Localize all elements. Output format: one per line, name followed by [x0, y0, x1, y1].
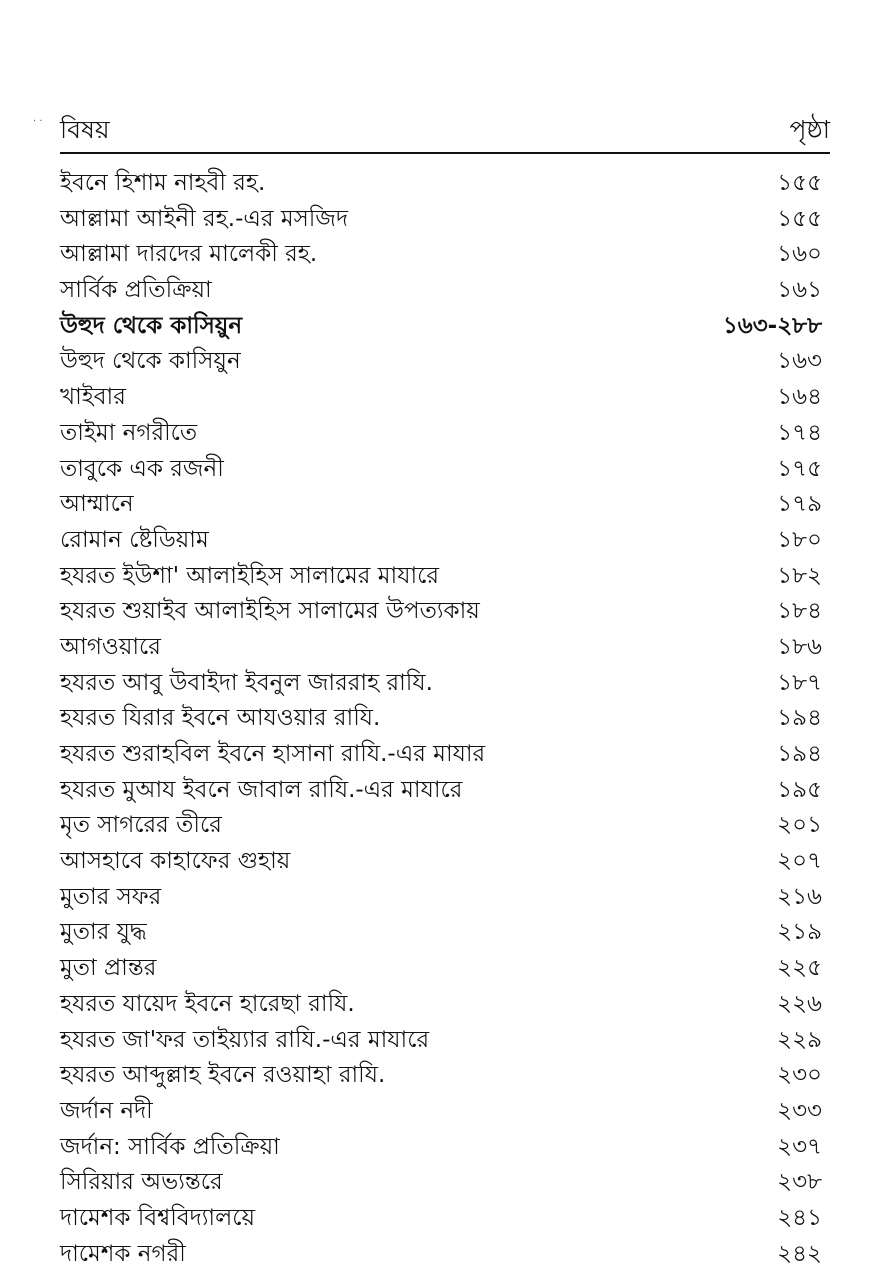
toc-entry[interactable]	[60, 951, 830, 987]
toc-entry-title: দামেশক বিশ্ববিদ্যালয়ে	[60, 1204, 256, 1231]
toc-entry-title: মুতা প্রান্তর	[60, 955, 157, 982]
toc-entry-page: ১৭৪	[777, 419, 822, 446]
toc-entry[interactable]	[60, 1023, 830, 1059]
toc-entry[interactable]	[60, 559, 830, 595]
toc-entry-title: মুতার যুদ্ধ	[60, 919, 147, 946]
toc-entry-page: ১৮০	[777, 526, 822, 553]
toc-entry-title: সিরিয়ার অভ্যন্তরে	[60, 1169, 223, 1196]
toc-entry-page: ২২৯	[777, 1026, 822, 1053]
toc-entry[interactable]	[60, 666, 830, 702]
toc-entry-page: ১৯৪	[777, 705, 822, 732]
toc-entry[interactable]	[60, 880, 830, 916]
toc-entry[interactable]	[60, 237, 830, 273]
toc-entry-title: জর্দান নদী	[60, 1097, 153, 1124]
toc-entry-title: হযরত যায়েদ ইবনে হারেছা রাযি.	[60, 990, 355, 1017]
toc-entry-title: খাইবার	[60, 384, 126, 411]
toc-entry-page: ১৬৪	[777, 384, 822, 411]
toc-entry-title: আগওয়ারে	[60, 633, 161, 660]
toc-entry[interactable]	[60, 1058, 830, 1094]
toc-entry[interactable]	[60, 594, 830, 630]
stray-dot: · ·	[33, 116, 43, 127]
toc-entry-title: হযরত জা'ফর তাইয়্যার রাযি.-এর মাযারে	[60, 1026, 430, 1053]
toc-entry-page: ২৩৮	[777, 1169, 822, 1196]
toc-entry-page: ১৮৬	[777, 633, 822, 660]
toc-entry-title: সার্বিক প্রতিক্রিয়া	[60, 277, 212, 304]
toc-entry-title: মুতার সফর	[60, 883, 162, 910]
toc-entry-page: ২৪২	[777, 1240, 822, 1267]
toc-entry[interactable]	[60, 987, 830, 1023]
toc-entry-title: মৃত সাগরের তীরে	[60, 812, 222, 839]
toc-entry[interactable]	[60, 487, 830, 523]
toc-entry-title: আল্লামা আইনী রহ.-এর মসজিদ	[60, 205, 349, 232]
toc-entry-title: হযরত শুরাহবিল ইবনে হাসানা রাযি.-এর মাযার	[60, 741, 486, 767]
toc-entry-page: ২১৯	[777, 919, 822, 946]
toc-entry-title: হযরত আবু উবাইদা ইবনুল জাররাহ রাযি.	[60, 669, 433, 696]
toc-entry[interactable]	[60, 701, 830, 737]
toc-entry-title: জর্দান: সার্বিক প্রতিক্রিয়া	[60, 1133, 280, 1160]
toc-entry-title: হযরত যিরার ইবনে আযওয়ার রাযি.	[60, 705, 381, 732]
toc-entry[interactable]	[60, 773, 830, 809]
toc-entry-page: ১৭৫	[777, 455, 822, 482]
toc-entry-title: দামেশক নগরী	[60, 1240, 186, 1267]
toc-entry[interactable]	[60, 273, 830, 309]
toc-entry-page: ১৬০	[777, 241, 822, 268]
toc-entry-page: ১৮৭	[777, 669, 822, 696]
toc-entry-page: ১৯৫	[777, 776, 822, 803]
toc-entry-page: ২২৫	[777, 955, 822, 982]
toc-entry-title: ইবনে হিশাম নাহবী রহ.	[60, 170, 266, 196]
subject-heading: বিষয়	[60, 115, 110, 144]
toc-entry-page: ২৩৭	[777, 1133, 822, 1160]
toc-entry[interactable]	[60, 309, 830, 345]
toc-entry-page: ১৯৪	[777, 741, 822, 767]
toc-entry[interactable]	[60, 344, 830, 380]
toc-entry-page: ২৪১	[777, 1204, 822, 1231]
toc-entry-page: ১৫৫	[777, 170, 822, 196]
toc-header	[60, 112, 830, 154]
page-heading: পৃষ্ঠা	[789, 115, 830, 144]
toc-entry-title: আসহাবে কাহাফের গুহায়	[60, 848, 291, 875]
toc-entry-page: ২০১	[777, 812, 822, 839]
toc-entry[interactable]	[60, 915, 830, 951]
toc-entry[interactable]	[60, 1165, 830, 1201]
toc-entry-page: ২৩৩	[777, 1097, 822, 1124]
toc-entry-title: হযরত ইউশা' আলাইহিস সালামের মাযারে	[60, 562, 440, 589]
toc-entry-title: হযরত শুয়াইব আলাইহিস সালামের উপত্যকায়	[60, 598, 480, 625]
toc-entry-title: তাইমা নগরীতে	[60, 419, 198, 446]
toc-entry-title: উহুদ থেকে কাসিয়ুন	[60, 312, 243, 339]
toc-entry[interactable]	[60, 630, 830, 666]
toc-entry[interactable]	[60, 844, 830, 880]
toc-entry-page: ১৬৩-২৮৮	[722, 312, 822, 339]
toc-entry-title: হযরত মুআয ইবনে জাবাল রাযি.-এর মাযারে	[60, 776, 463, 803]
toc-entry[interactable]	[60, 380, 830, 416]
toc-entry[interactable]	[60, 452, 830, 488]
toc-entry-title: রোমান ষ্টেডিয়াম	[60, 526, 209, 553]
toc-entry[interactable]	[60, 416, 830, 452]
toc-entry-page: ১৭৯	[777, 491, 822, 518]
toc-entry[interactable]	[60, 1201, 830, 1237]
toc-entry[interactable]	[60, 202, 830, 238]
toc-entry-title: আম্মানে	[60, 491, 134, 518]
toc-list	[60, 166, 830, 1272]
toc-entry-title: হযরত আব্দুল্লাহ ইবনে রওয়াহা রাযি.	[60, 1062, 386, 1089]
toc-entry[interactable]	[60, 523, 830, 559]
toc-entry-page: ১৬১	[777, 277, 822, 304]
toc-entry[interactable]	[60, 737, 830, 773]
toc-entry-page: ২২৬	[777, 990, 822, 1017]
toc-entry-page: ২৩০	[777, 1062, 822, 1089]
toc-entry[interactable]	[60, 1237, 830, 1272]
toc-entry-page: ১৮২	[777, 562, 822, 589]
toc-entry-title: আল্লামা দারদের মালেকী রহ.	[60, 241, 318, 268]
toc-entry[interactable]	[60, 1130, 830, 1166]
toc-entry-page: ১৫৫	[777, 205, 822, 232]
toc-entry[interactable]	[60, 166, 830, 202]
toc-entry-page: ১৬৩	[777, 348, 822, 375]
toc-entry-title: তাবুকে এক রজনী	[60, 455, 224, 482]
toc-entry-page: ২০৭	[777, 848, 822, 875]
toc-entry-title: উহুদ থেকে কাসিয়ুন	[60, 348, 241, 375]
toc-entry-page: ২১৬	[777, 883, 822, 910]
toc-entry-page: ১৮৪	[777, 598, 822, 625]
toc-entry[interactable]	[60, 808, 830, 844]
toc-entry[interactable]	[60, 1094, 830, 1130]
